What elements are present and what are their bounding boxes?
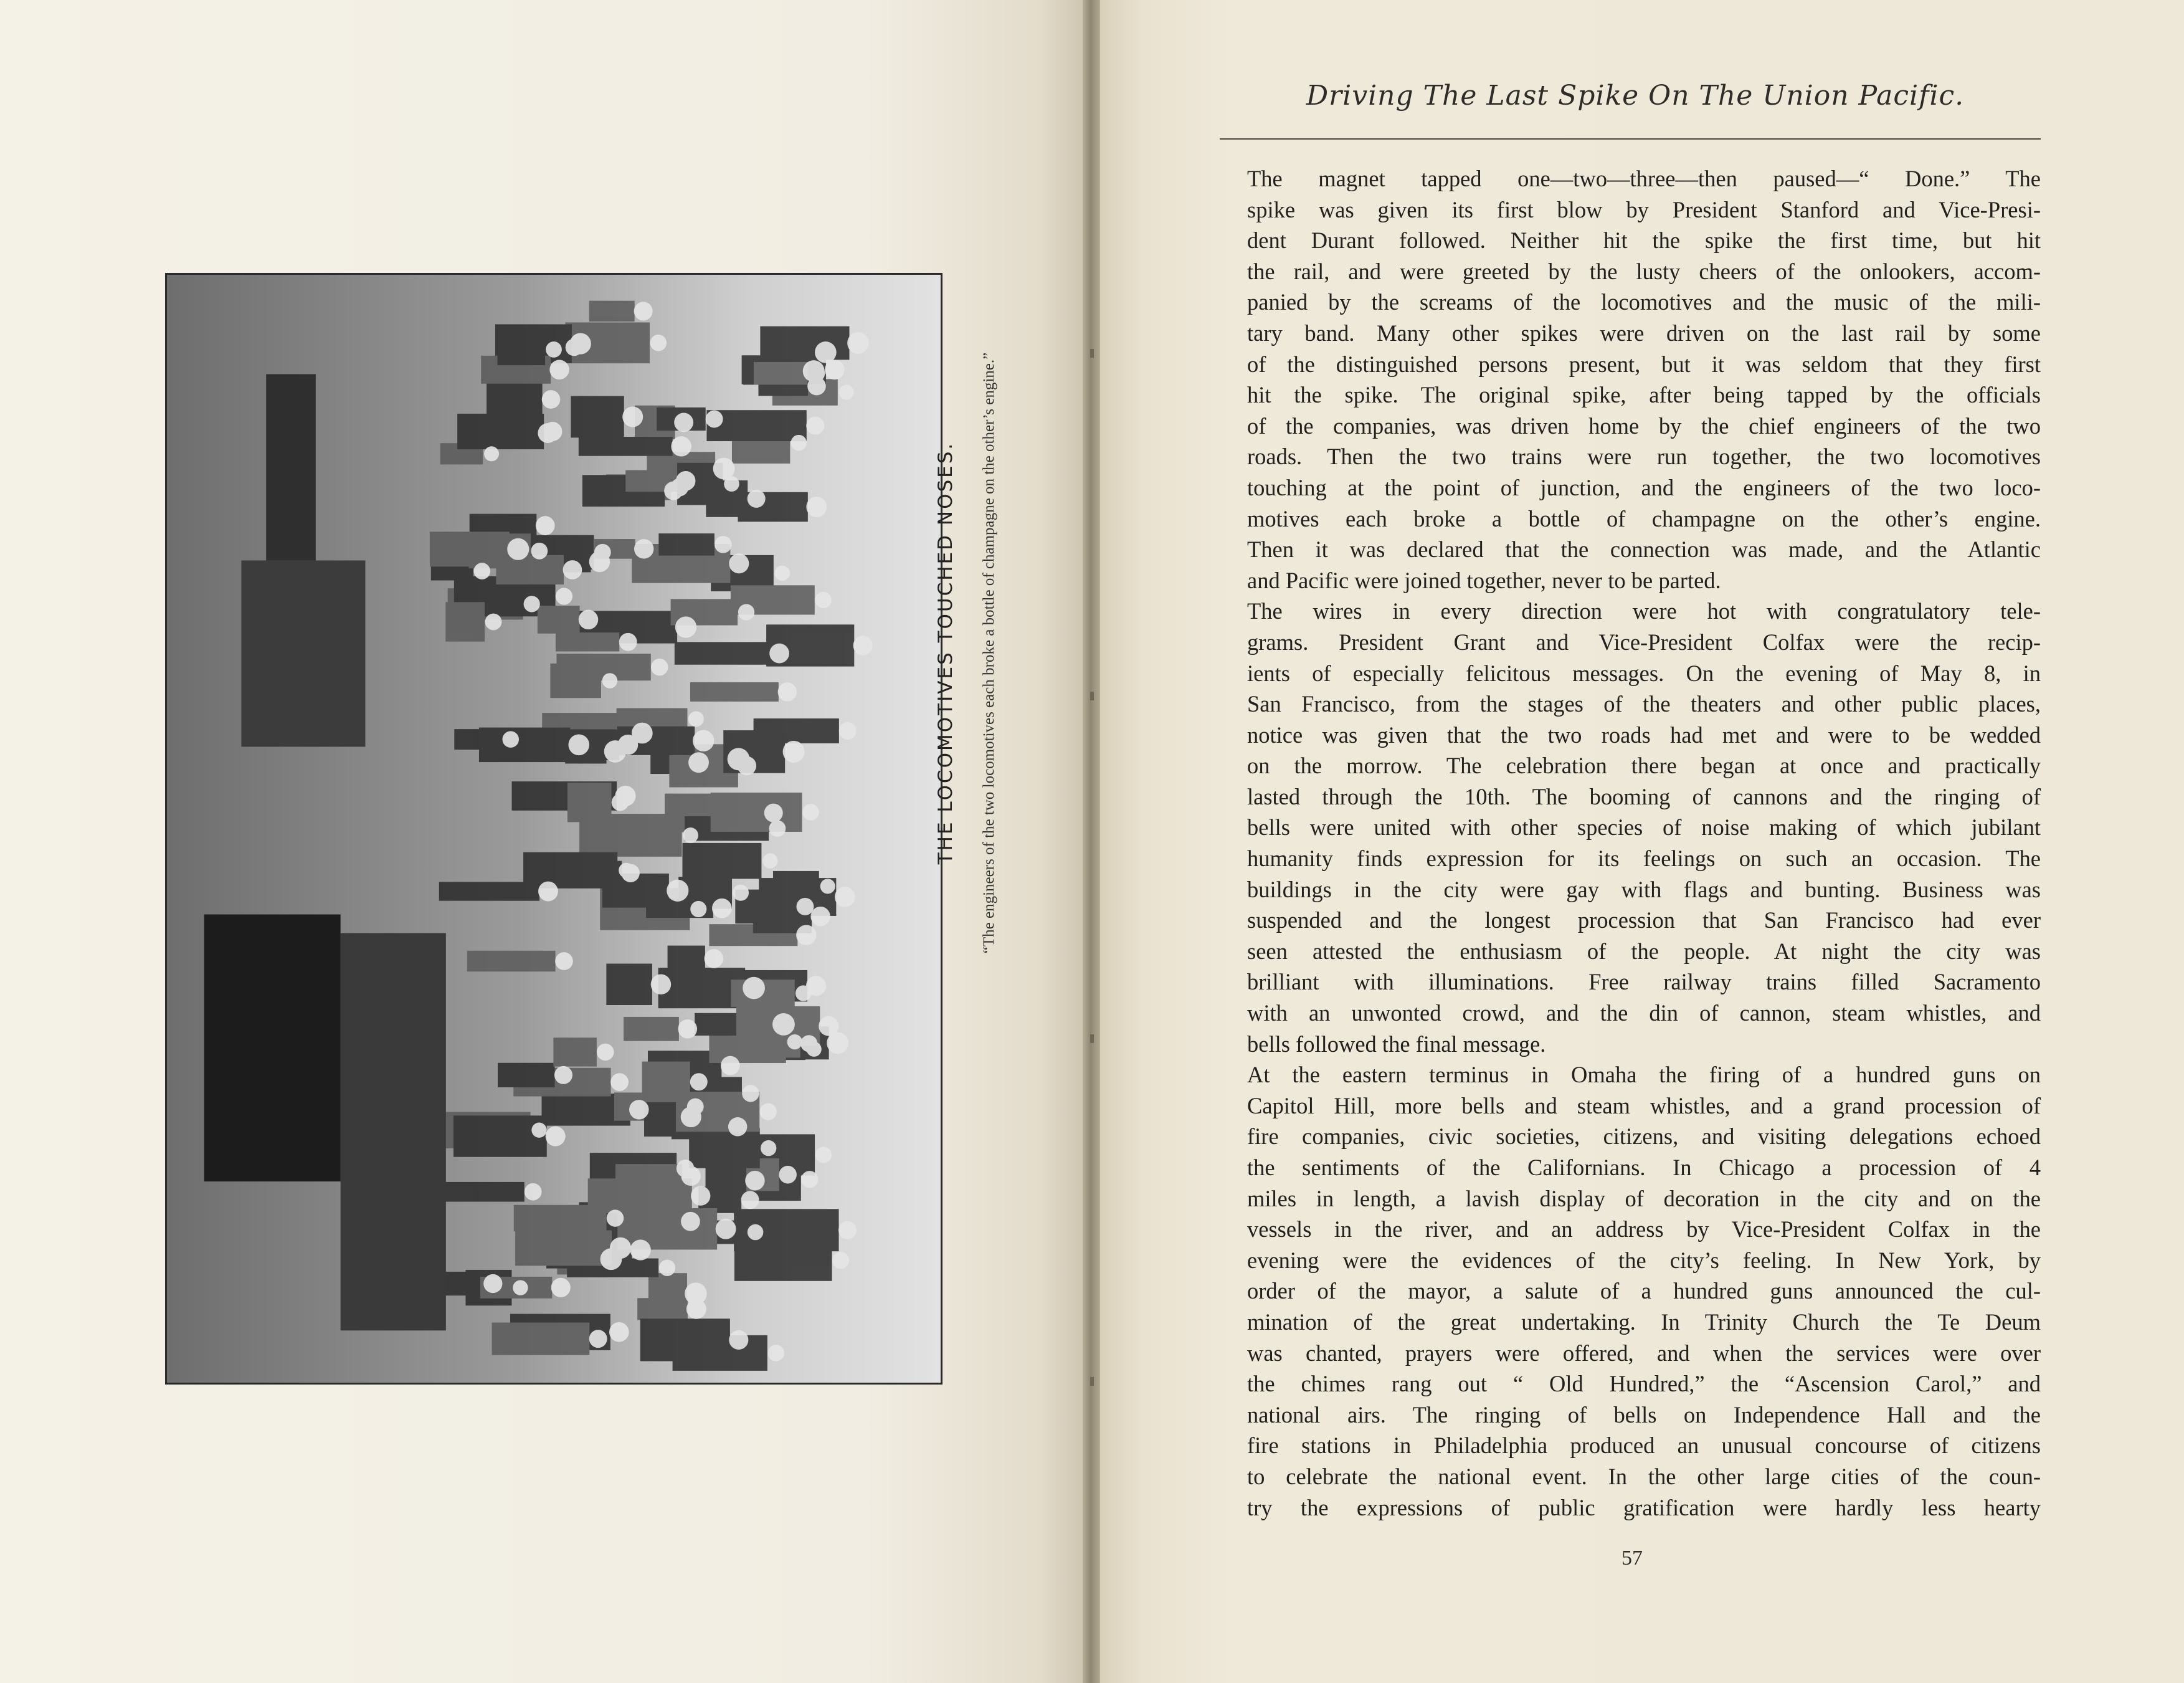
text-line: humanity finds expression for its feelings on such an occasion. The [1247, 846, 2041, 872]
text-line: and Pacific were joined together, never to be parted. [1247, 567, 1721, 593]
text-line: miles in length, a lavish display of decoration in the city and on the [1247, 1185, 2041, 1211]
text-line: suspended and the longest procession that San Francisco had ever [1247, 907, 2041, 933]
plate-caption-title: THE LOCOMOTIVES TOUCHED NOSES. [934, 441, 957, 865]
text-line: Capitol Hill, more bells and steam whistles, and a grand procession of [1247, 1092, 2041, 1118]
header-rule [1220, 138, 2041, 140]
text-line: to celebrate the national event. In the other large cities of the coun- [1247, 1463, 2041, 1489]
text-line: on the morrow. The celebration there began at once and practically [1247, 753, 2041, 779]
text-line: brilliant with illuminations. Free railway trains filled Sacramento [1247, 969, 2041, 995]
text-line: touching at the point of junction, and the engineers of the two loco- [1247, 474, 2041, 500]
text-line: Then it was declared that the connection was made, and the Atlantic [1247, 536, 2041, 563]
text-line: tary band. Many other spikes were driven on the last rail by some [1247, 320, 2041, 346]
text-line: fire companies, civic societies, citizens, and visiting delegations echoed [1247, 1123, 2041, 1150]
text-line: national airs. The ringing of bells on Independence Hall and the [1247, 1401, 2041, 1428]
text-line: bells followed the final message. [1247, 1031, 1546, 1057]
text-line: buildings in the city were gay with flags and bunting. Business was [1247, 876, 2041, 902]
page-number: 57 [1621, 1547, 1643, 1570]
text-line: At the eastern terminus in Omaha the firing of a hundred guns on [1247, 1062, 2041, 1088]
text-line: bells were united with other species of noise making of which jubilant [1247, 814, 2041, 841]
text-line: lasted through the 10th. The booming of cannons and the ringing of [1247, 783, 2041, 809]
text-line: seen attested the enthusiasm of the people. At night the city was [1247, 938, 2041, 964]
text-line: with an unwonted crowd, and the din of cannon, steam whistles, and [1247, 1000, 2041, 1026]
locomotive-left-shape [204, 915, 341, 1182]
binding-stitch [1090, 349, 1094, 358]
text-line: spike was given its first blow by President Stanford and Vice-Presi- [1247, 196, 2041, 222]
text-line: panied by the screams of the locomotives and the music of the mili- [1247, 289, 2041, 315]
text-line: the sentiments of the Californians. In Chicago a procession of 4 [1247, 1155, 2041, 1180]
plate-caption-quote: “The engineers of the two locomotives each broke a bottle of champagne on the other’s engine.” [980, 352, 997, 954]
paragraph [1220, 596, 2041, 1059]
text-line: order of the mayor, a salute of a hundred guns announced the cul- [1247, 1278, 2041, 1304]
text-line: notice was given that the two roads had met and were to be wedded [1247, 722, 2041, 748]
plate-caption [934, 267, 1015, 1039]
text-line: motives each broke a bottle of champagne on the other’s engine. [1247, 505, 2041, 532]
text-line: evening were the evidences of the city’s feeling. In New York, by [1247, 1247, 2041, 1273]
running-head: Driving The Last Spike On The Union Pacific. [1306, 80, 1965, 112]
body-text [1220, 163, 2041, 1523]
binding-stitch [1090, 692, 1094, 700]
text-line: San Francisco, from the stages of the theaters and other public places, [1247, 691, 2041, 717]
left-page [0, 0, 1083, 1683]
paragraph [1220, 163, 2041, 596]
text-line: roads. Then the two trains were run together, the two locomotives [1247, 444, 2041, 470]
text-line: The wires in every direction were hot with congratulatory tele- [1247, 598, 2041, 624]
halftone-plate [165, 273, 942, 1385]
text-line: was chanted, prayers were offered, and when the services were over [1247, 1340, 2041, 1366]
text-line: the chimes rang out “ Old Hundred,” the “Ascension Carol,” and [1247, 1371, 2041, 1397]
text-line: ients of especially felicitous messages. On the evening of May 8, in [1247, 660, 2041, 686]
text-line: the rail, and were greeted by the lusty cheers of the onlookers, accom- [1247, 258, 2041, 284]
text-line: grams. President Grant and Vice-President Colfax were the recip- [1247, 629, 2041, 655]
paragraph [1220, 1059, 2041, 1523]
binding-stitch [1090, 1377, 1094, 1386]
binding-stitch [1090, 1034, 1094, 1043]
book-gutter [1083, 0, 1100, 1683]
text-line: dent Durant followed. Neither hit the spike the first time, but hit [1247, 227, 2041, 254]
text-line: fire stations in Philadelphia produced an unusual concourse of citizens [1247, 1433, 2041, 1459]
locomotive-right-shape [266, 374, 316, 560]
text-line: vessels in the river, and an address by Vice-President Colfax in the [1247, 1216, 2041, 1242]
text-line: try the expressions of public gratification were hardly less hearty [1247, 1494, 2041, 1520]
crowd-photograph [167, 275, 941, 1383]
text-line: The magnet tapped one—two—three—then paused—“ Done.” The [1247, 166, 2041, 191]
text-line: of the distinguished persons present, but it was seldom that they first [1247, 351, 2041, 377]
text-line: hit the spike. The original spike, after being tapped by the officials [1247, 382, 2041, 408]
text-line: mination of the great undertaking. In Trinity Church the Te Deum [1247, 1309, 2041, 1335]
text-line: of the companies, was driven home by the chief engineers of the two [1247, 412, 2041, 439]
